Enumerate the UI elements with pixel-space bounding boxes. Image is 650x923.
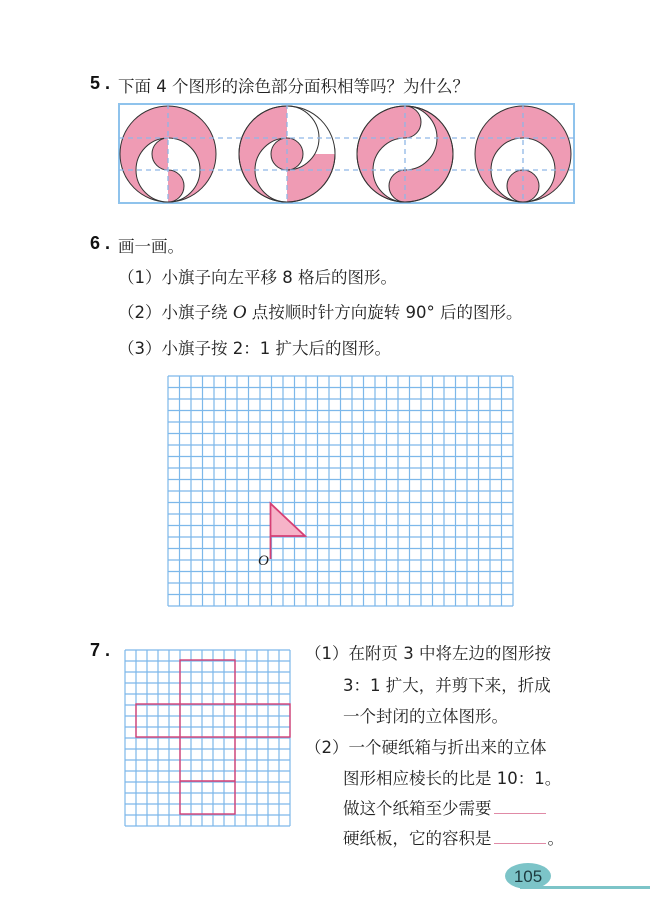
q7-item-2-line-3 — [343, 795, 548, 819]
q5-number: 5 . — [90, 73, 111, 93]
q7-number: 7 . — [90, 640, 111, 660]
q6-item-2-label: （2） — [118, 303, 162, 322]
q7-item-1-line-2: 3：1 扩大，并剪下来，折成 — [343, 676, 551, 695]
q6-text: 画一画。 — [118, 237, 184, 256]
q6-item-2-text-b: 点按顺时针方向旋转 90° 后的图形。 — [246, 303, 523, 322]
q7-item-2 — [305, 734, 547, 758]
q6-item-3-label: （3） — [118, 339, 162, 358]
q6-item-3 — [118, 335, 391, 359]
q6-item-1-text: 小旗子向左平移 8 格后的图形。 — [161, 268, 397, 287]
page-number: 105 — [505, 863, 551, 889]
q6-item-2 — [118, 299, 522, 324]
q7-item-2-line-1: 一个硬纸箱与折出来的立体 — [348, 738, 547, 757]
q7-grid — [124, 649, 292, 828]
q6-item-2-text-a: 小旗子绕 — [161, 303, 233, 322]
q6-number: 6 . — [90, 233, 111, 253]
q7-item-2-line-3-text: 做这个纸箱至少需要 — [343, 799, 492, 818]
q5-figures — [117, 102, 577, 206]
q7-item-2-line-4-text: 硬纸板，它的容积是 — [343, 829, 492, 848]
q7-period: 。 — [547, 829, 564, 848]
answer-blank-cardboard[interactable] — [494, 799, 546, 814]
q7-item-2-label: （2） — [305, 738, 349, 757]
q7-item-2-line-2: 图形相应棱长的比是 10：1。 — [343, 769, 562, 788]
q7-item-1-label: （1） — [305, 644, 349, 663]
q6-item-1 — [118, 264, 397, 288]
answer-blank-volume[interactable] — [494, 829, 546, 844]
flag-shape — [271, 504, 306, 560]
q7-item-1 — [305, 640, 551, 664]
q7-item-2-line-4 — [343, 825, 564, 849]
q5-text: 下面 4 个图形的涂色部分面积相等吗？为什么？ — [118, 77, 469, 96]
origin-o-label: O — [258, 553, 269, 569]
q6-grid — [167, 375, 515, 608]
q7-item-1-line-1: 在附页 3 中将左边的图形按 — [348, 644, 551, 663]
q6-item-1-label: （1） — [118, 268, 162, 287]
q6-item-3-text: 小旗子按 2：1 扩大后的图形。 — [161, 339, 391, 358]
q7-item-1-line-3: 一个封闭的立体图形。 — [343, 707, 508, 726]
point-o-label: O — [232, 302, 247, 323]
